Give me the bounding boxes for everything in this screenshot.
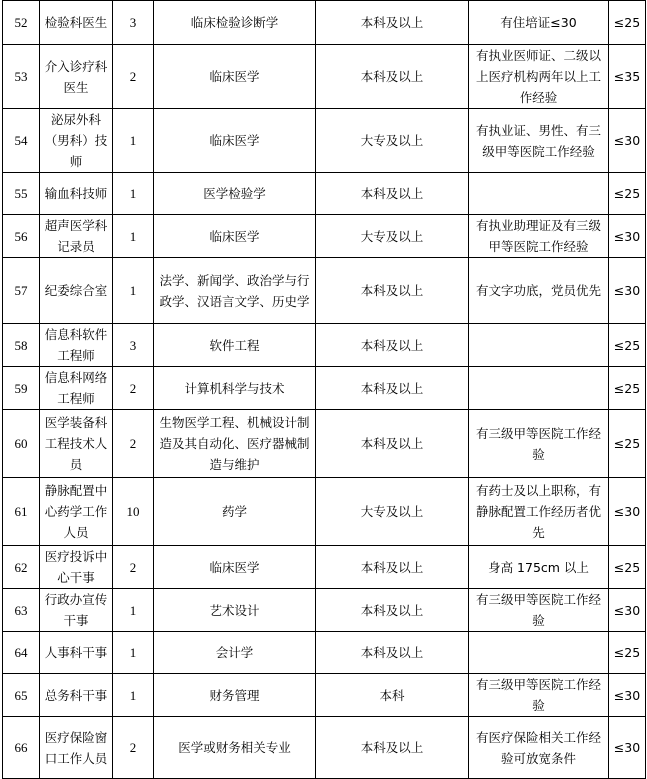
- requirement-cell: [469, 367, 609, 410]
- seq-cell: 63: [3, 589, 40, 632]
- seq-cell: 62: [3, 546, 40, 589]
- major-cell: 临床医学: [154, 215, 316, 258]
- age-cell: ≤30: [609, 109, 646, 173]
- count-cell: 2: [113, 45, 154, 109]
- seq-cell: 54: [3, 109, 40, 173]
- count-cell: 1: [113, 632, 154, 674]
- count-cell: 1: [113, 674, 154, 717]
- count-cell: 2: [113, 367, 154, 410]
- seq-cell: 61: [3, 478, 40, 546]
- table-row: [3, 109, 646, 173]
- count-cell: 2: [113, 717, 154, 779]
- count-cell: 2: [113, 546, 154, 589]
- position-cell: 检验科医生: [40, 1, 113, 45]
- position-cell: 医疗投诉中心干事: [40, 546, 113, 589]
- position-cell: 纪委综合室: [40, 258, 113, 324]
- education-cell: 本科及以上: [316, 632, 469, 674]
- seq-cell: 66: [3, 717, 40, 779]
- education-cell: 本科: [316, 674, 469, 717]
- requirement-cell: 有执业证、男性、有三级甲等医院工作经验: [469, 109, 609, 173]
- count-cell: 10: [113, 478, 154, 546]
- requirement-cell: 有三级甲等医院工作经验: [469, 410, 609, 478]
- count-cell: 1: [113, 215, 154, 258]
- position-cell: 总务科干事: [40, 674, 113, 717]
- age-cell: ≤30: [609, 717, 646, 779]
- position-cell: 医疗保险窗口工作人员: [40, 717, 113, 779]
- major-cell: 药学: [154, 478, 316, 546]
- age-cell: ≤25: [609, 324, 646, 367]
- count-cell: 1: [113, 173, 154, 215]
- requirement-cell: [469, 324, 609, 367]
- position-cell: 介入诊疗科医生: [40, 45, 113, 109]
- education-cell: 本科及以上: [316, 410, 469, 478]
- position-cell: 信息科软件工程师: [40, 324, 113, 367]
- seq-cell: 52: [3, 1, 40, 45]
- major-cell: 医学或财务相关专业: [154, 717, 316, 779]
- position-cell: 行政办宣传干事: [40, 589, 113, 632]
- seq-cell: 56: [3, 215, 40, 258]
- table-row: [3, 674, 646, 717]
- table-row: [3, 478, 646, 546]
- table-row: [3, 632, 646, 674]
- count-cell: 1: [113, 258, 154, 324]
- major-cell: 法学、新闻学、政治学与行政学、汉语言文学、历史学: [154, 258, 316, 324]
- count-cell: 1: [113, 109, 154, 173]
- position-cell: 人事科干事: [40, 632, 113, 674]
- major-cell: 临床医学: [154, 546, 316, 589]
- table-row: [3, 173, 646, 215]
- age-cell: ≤30: [609, 215, 646, 258]
- table-row: [3, 215, 646, 258]
- major-cell: 计算机科学与技术: [154, 367, 316, 410]
- age-cell: ≤30: [609, 478, 646, 546]
- age-cell: ≤25: [609, 410, 646, 478]
- recruitment-table: [2, 0, 646, 779]
- education-cell: 大专及以上: [316, 109, 469, 173]
- table-row: [3, 367, 646, 410]
- requirement-cell: 有执业医师证、二级以上医疗机构两年以上工作经验: [469, 45, 609, 109]
- seq-cell: 55: [3, 173, 40, 215]
- position-cell: 泌尿外科（男科）技师: [40, 109, 113, 173]
- position-cell: 超声医学科记录员: [40, 215, 113, 258]
- count-cell: 3: [113, 324, 154, 367]
- education-cell: 本科及以上: [316, 258, 469, 324]
- requirement-cell: 身高 175cm 以上: [469, 546, 609, 589]
- table-row: [3, 546, 646, 589]
- major-cell: 艺术设计: [154, 589, 316, 632]
- table-row: [3, 410, 646, 478]
- requirement-cell: 有住培证≤30: [469, 1, 609, 45]
- position-cell: 医学装备科工程技术人员: [40, 410, 113, 478]
- age-cell: ≤25: [609, 173, 646, 215]
- major-cell: 财务管理: [154, 674, 316, 717]
- requirement-cell: 有执业助理证及有三级甲等医院工作经验: [469, 215, 609, 258]
- education-cell: 本科及以上: [316, 546, 469, 589]
- seq-cell: 59: [3, 367, 40, 410]
- age-cell: ≤25: [609, 546, 646, 589]
- table-row: [3, 45, 646, 109]
- education-cell: 本科及以上: [316, 589, 469, 632]
- seq-cell: 65: [3, 674, 40, 717]
- requirement-cell: 有三级甲等医院工作经验: [469, 674, 609, 717]
- major-cell: 生物医学工程、机械设计制造及其自动化、医疗器械制造与维护: [154, 410, 316, 478]
- major-cell: 会计学: [154, 632, 316, 674]
- major-cell: 医学检验学: [154, 173, 316, 215]
- age-cell: ≤25: [609, 1, 646, 45]
- table-row: [3, 258, 646, 324]
- count-cell: 3: [113, 1, 154, 45]
- age-cell: ≤30: [609, 258, 646, 324]
- requirement-cell: 有医疗保险相关工作经验可放宽条件: [469, 717, 609, 779]
- major-cell: 软件工程: [154, 324, 316, 367]
- age-cell: ≤35: [609, 45, 646, 109]
- seq-cell: 58: [3, 324, 40, 367]
- table-row: [3, 589, 646, 632]
- seq-cell: 57: [3, 258, 40, 324]
- age-cell: ≤25: [609, 367, 646, 410]
- table-row: [3, 324, 646, 367]
- age-cell: ≤30: [609, 674, 646, 717]
- requirement-cell: 有药士及以上职称，有静脉配置工作经历者优先: [469, 478, 609, 546]
- education-cell: 本科及以上: [316, 324, 469, 367]
- table-row: [3, 717, 646, 779]
- education-cell: 大专及以上: [316, 215, 469, 258]
- position-cell: 静脉配置中心药学工作人员: [40, 478, 113, 546]
- position-cell: 输血科技师: [40, 173, 113, 215]
- seq-cell: 60: [3, 410, 40, 478]
- education-cell: 本科及以上: [316, 717, 469, 779]
- seq-cell: 53: [3, 45, 40, 109]
- requirement-cell: [469, 632, 609, 674]
- requirement-cell: [469, 173, 609, 215]
- table-body: [3, 1, 646, 779]
- seq-cell: 64: [3, 632, 40, 674]
- education-cell: 本科及以上: [316, 173, 469, 215]
- major-cell: 临床医学: [154, 109, 316, 173]
- education-cell: 本科及以上: [316, 1, 469, 45]
- major-cell: 临床检验诊断学: [154, 1, 316, 45]
- education-cell: 本科及以上: [316, 45, 469, 109]
- requirement-cell: 有文字功底，党员优先: [469, 258, 609, 324]
- major-cell: 临床医学: [154, 45, 316, 109]
- count-cell: 1: [113, 589, 154, 632]
- age-cell: ≤30: [609, 589, 646, 632]
- table-row: [3, 1, 646, 45]
- count-cell: 2: [113, 410, 154, 478]
- education-cell: 大专及以上: [316, 478, 469, 546]
- requirement-cell: 有三级甲等医院工作经验: [469, 589, 609, 632]
- position-cell: 信息科网络工程师: [40, 367, 113, 410]
- age-cell: ≤25: [609, 632, 646, 674]
- education-cell: 本科及以上: [316, 367, 469, 410]
